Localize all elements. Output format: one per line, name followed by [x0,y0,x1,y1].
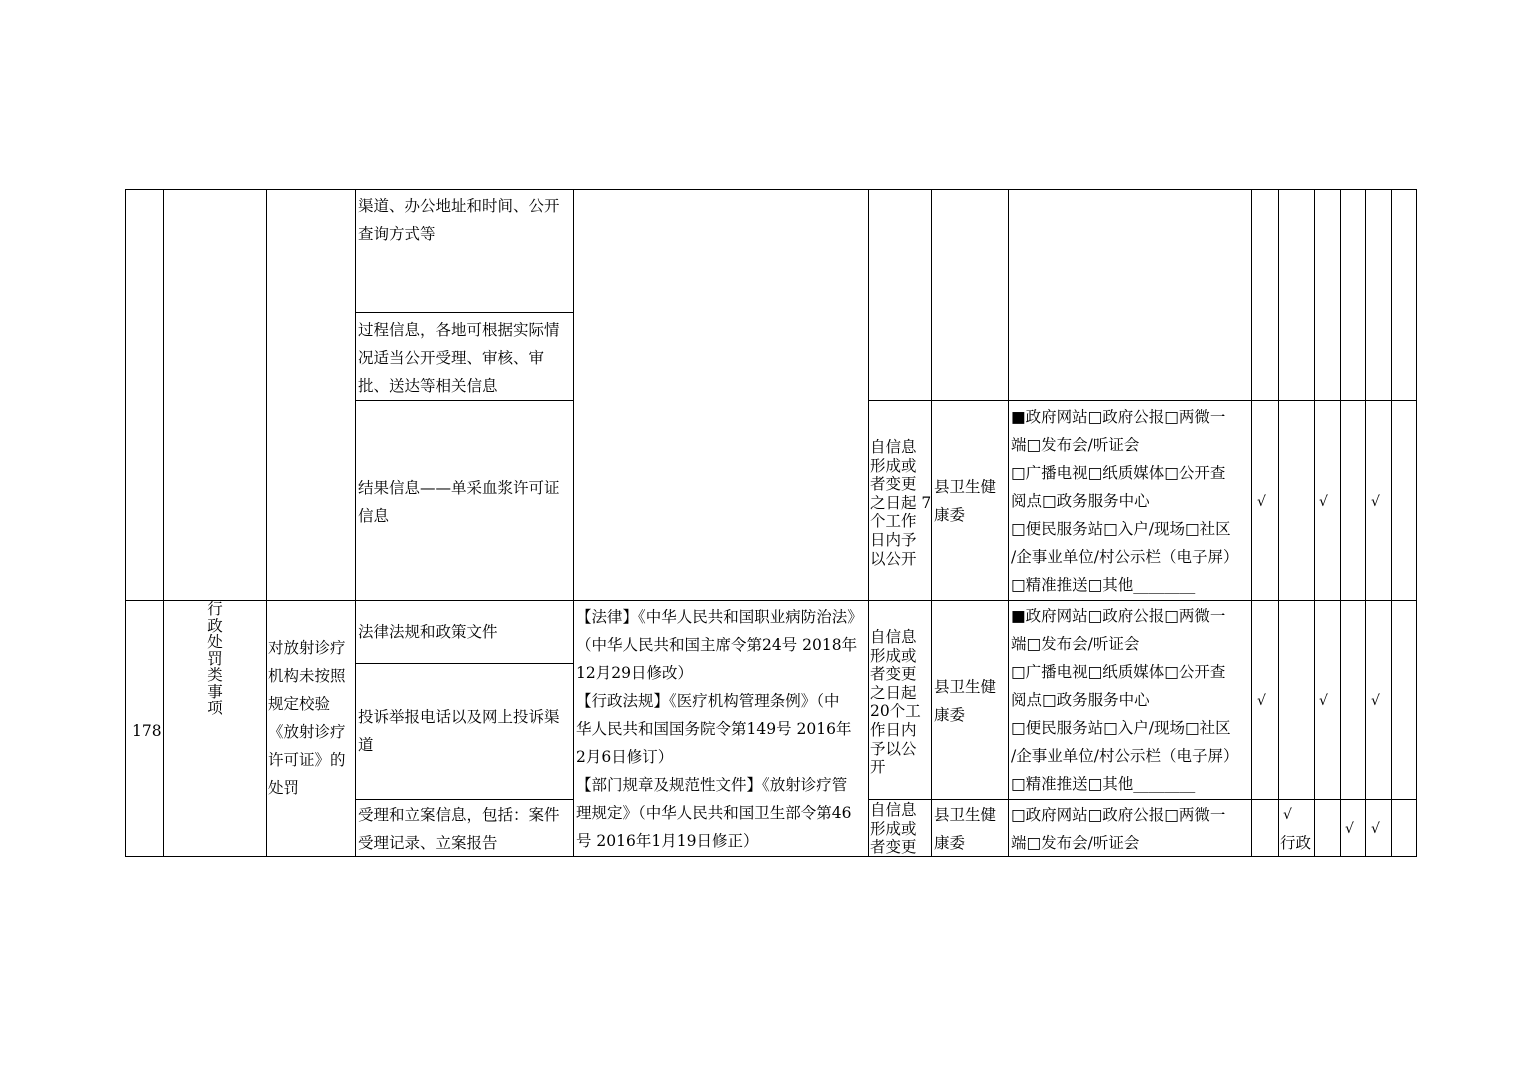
check-mark: √ [1257,494,1266,510]
basis-line: 【部门规章及规范性文件】《放射诊疗管 [576,776,848,794]
channel-line: /企事业单位/村公示栏（电子屏） [1011,548,1239,566]
col-divider [1251,189,1252,857]
subject-line: 县卫生健 [934,806,997,824]
basis-line: （中华人民共和国主席令第24号 2018年 [576,636,858,654]
item-name-line: 处罚 [268,779,300,797]
col-divider [868,189,869,857]
disclosure-channels [1011,403,1251,599]
basis-line: 【行政法规】《医疗机构管理条例》（中 [576,692,840,710]
timing-line: 作日内 [870,720,917,739]
timing-line: 自信息 [870,438,917,456]
col-divider [1365,189,1366,857]
check-mark: √ [1371,693,1380,709]
channel-line: □广播电视□纸质媒体□公开查 [1011,464,1226,482]
check-mark: √ [1345,821,1354,837]
row-divider [355,663,573,664]
timing-line: 20个工 [870,702,921,721]
col-divider [355,189,356,857]
timing-line: 予以公 [870,739,917,758]
basis-line: 2月6日修订） [576,748,674,766]
basis-line: 【法律】《中华人民共和国职业病防治法》 [576,608,863,626]
timing-line: 开 [870,758,886,777]
disclosure-table [125,189,1417,857]
check-mark: √ [1257,693,1266,709]
disclosure-basis [576,603,868,855]
row-divider [868,400,1417,401]
disclosure-timing [870,801,930,857]
col-divider [266,189,267,857]
check-mark: √ [1371,821,1380,837]
item-number: 178 [132,722,162,740]
table-border-top [125,189,1417,190]
timing-line: 之日起 7 [870,493,932,512]
col-divider [1278,189,1279,857]
item-name-line: 机构未按照 [268,667,346,685]
subject-line: 康委 [934,506,966,524]
col-divider [1314,189,1315,857]
item-name [268,634,354,802]
row-divider [868,799,1417,800]
timing-line: 个工作 [870,512,917,531]
check-mark: √ [1319,494,1328,510]
table-border-left [125,189,126,857]
channel-line: 阅点□政务服务中心 [1011,691,1150,709]
timing-line: 形成或 [870,819,917,838]
channel-info-text: 渠道、办公地址和时间、公开查询方式等 [358,197,560,243]
basis-line: 理规定》（中华人民共和国卫生部令第46 [576,804,852,822]
channel-line: □政府网站□政府公报□两微一 [1011,806,1226,824]
basis-line: 号 2016年1月19日修正） [576,832,759,850]
disclosure-timing [870,628,930,777]
timing-line: 自信息 [870,628,917,646]
col-divider [1391,189,1392,857]
timing-line: 形成或 [870,456,917,475]
process-info-text: 过程信息，各地可根据实际情况适当公开受理、审核、审批、送达等相关信息 [358,321,560,395]
col-divider [931,189,932,857]
disclosure-channels [1011,602,1251,798]
col-divider [163,189,164,857]
check-mark: √ [1371,494,1380,510]
subject-line: 县卫生健 [934,678,997,696]
channel-line: 端□发布会/听证会 [1011,635,1140,653]
subject-line: 康委 [934,706,966,724]
disclosure-subject [934,801,1006,857]
timing-line: 者变更 [870,475,917,494]
timing-line: 者变更 [870,665,917,684]
channel-line: ■政府网站□政府公报□两微一 [1011,607,1226,625]
item-name-line: 许可证》的 [268,751,346,769]
check-mark: √ [1319,693,1328,709]
item-category: 行政处罚类事项 [207,600,223,717]
row-divider [355,799,573,800]
col-divider [573,189,574,857]
row-divider [355,400,573,401]
timing-line: 自信息 [870,801,917,819]
channel-line: /企事业单位/村公示栏（电子屏） [1011,747,1239,765]
channel-line: □便民服务站□入户/现场□社区 [1011,719,1231,737]
channel-line: 端□发布会/听证会 [1011,834,1140,852]
col-divider [1008,189,1009,857]
disclosure-subject [934,673,1006,729]
disclosure-channels [1011,801,1251,857]
disclosure-timing [870,438,930,568]
channel-line: □便民服务站□入户/现场□社区 [1011,520,1231,538]
subject-line: 康委 [934,834,966,852]
channel-line: 阅点□政务服务中心 [1011,492,1150,510]
subject-line: 县卫生健 [934,478,997,496]
timing-line: 形成或 [870,646,917,665]
item-name-line: 《放射诊疗 [268,723,346,741]
table-border-right [1416,189,1417,857]
channel-line: 端□发布会/听证会 [1011,436,1140,454]
col-divider [1340,189,1341,857]
item-name-line: 对放射诊疗 [268,639,346,657]
row-divider [125,600,1417,601]
complaint-channel-text: 投诉举报电话以及网上投诉渠道 [358,708,560,754]
timing-line: 以公开 [870,549,917,568]
check-mark: √ [1283,807,1292,823]
timing-line: 日内予 [870,530,917,549]
disclosure-subject [934,473,1006,529]
channel-line: □广播电视□纸质媒体□公开查 [1011,663,1226,681]
timing-line: 之日起 [870,683,917,702]
basis-line: 华人民共和国国务院令第149号 2016年 [576,720,852,738]
accept-info-text: 受理和立案信息，包括：案件受理记录、立案报告 [358,806,560,852]
channel-line: □精准推送□其他________ [1011,576,1196,594]
result-info-text: 结果信息——单采血浆许可证信息 [358,479,560,525]
channel-line: □精准推送□其他________ [1011,775,1196,793]
basis-line: 12月29日修改） [576,664,693,682]
timing-line: 者变更 [870,838,917,857]
channel-line: ■政府网站□政府公报□两微一 [1011,408,1226,426]
scope-label: 行政 [1280,834,1312,852]
law-policy-text: 法律法规和政策文件 [358,623,498,641]
item-name-line: 规定校验 [268,695,331,713]
row-divider [355,312,573,313]
